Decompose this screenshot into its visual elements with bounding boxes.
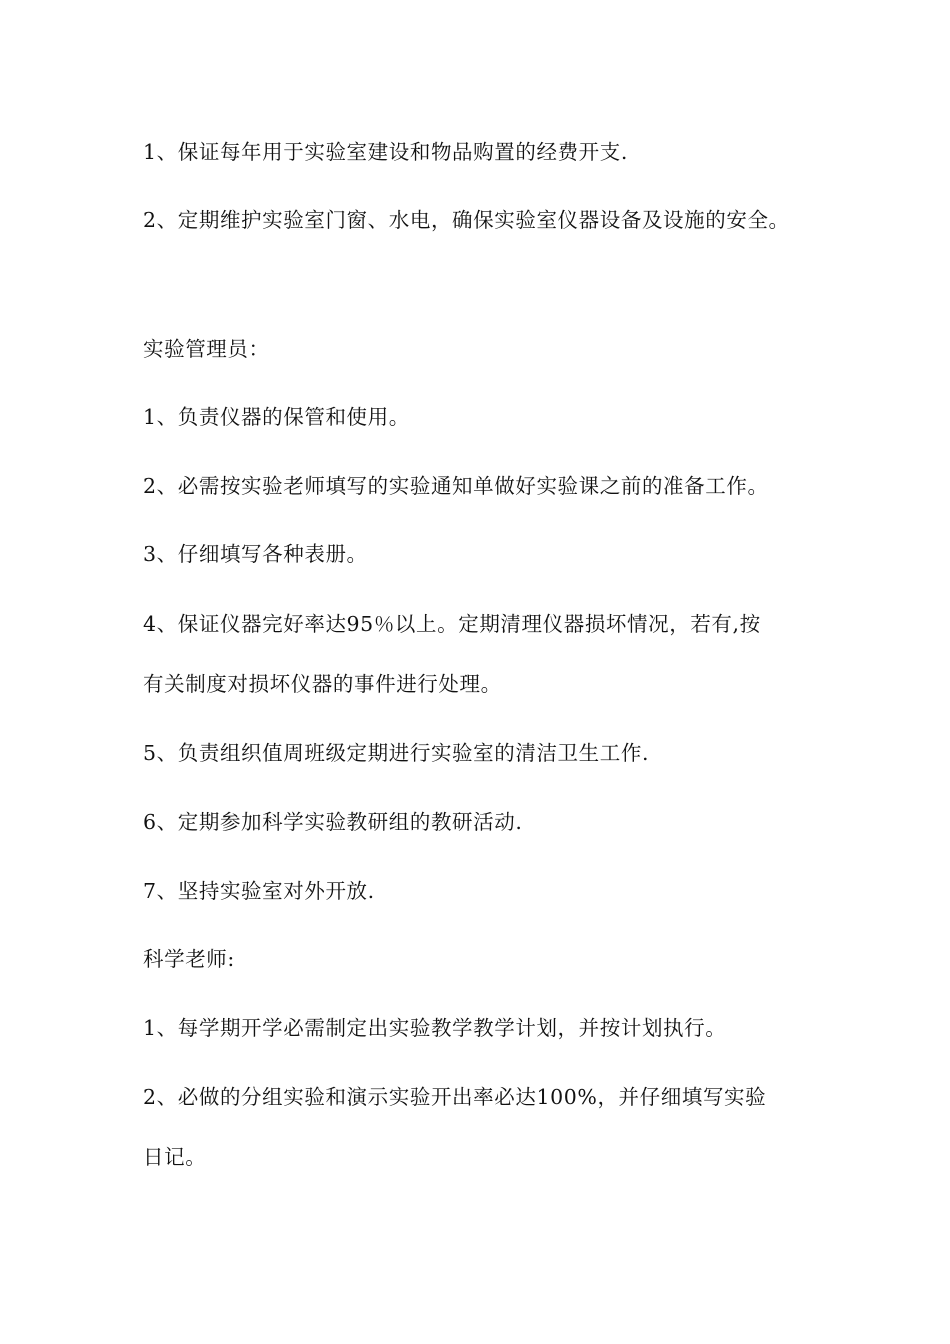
budget-item-1: 1、保证每年用于实验室建设和物品购置的经费开支. <box>143 140 628 164</box>
teacher-item-2-continued: 日记。 <box>143 1145 207 1169</box>
admin-item-7: 7、坚持实验室对外开放. <box>143 879 375 903</box>
admin-item-5: 5、负责组织值周班级定期进行实验室的清洁卫生工作. <box>143 741 650 765</box>
admin-item-3: 3、仔细填写各种表册。 <box>143 542 368 566</box>
science-teacher-heading: 科学老师: <box>143 947 235 971</box>
admin-item-2: 2、必需按实验老师填写的实验通知单做好实验课之前的准备工作。 <box>143 474 769 498</box>
teacher-item-1: 1、每学期开学必需制定出实验教学教学计划，并按计划执行。 <box>143 1016 727 1040</box>
admin-item-4-continued: 有关制度对损坏仪器的事件进行处理。 <box>143 672 502 696</box>
admin-item-6: 6、定期参加科学实验教研组的教研活动. <box>143 810 523 834</box>
admin-item-1: 1、负责仪器的保管和使用。 <box>143 405 410 429</box>
lab-administrator-heading: 实验管理员： <box>143 337 270 361</box>
admin-item-4: 4、保证仪器完好率达95％以上。定期清理仪器损坏情况，若有,按 <box>143 612 761 636</box>
maintenance-item-2: 2、定期维护实验室门窗、水电，确保实验室仪器设备及设施的安全。 <box>143 208 790 232</box>
teacher-item-2: 2、必做的分组实验和演示实验开出率必达100%，并仔细填写实验 <box>143 1085 767 1109</box>
